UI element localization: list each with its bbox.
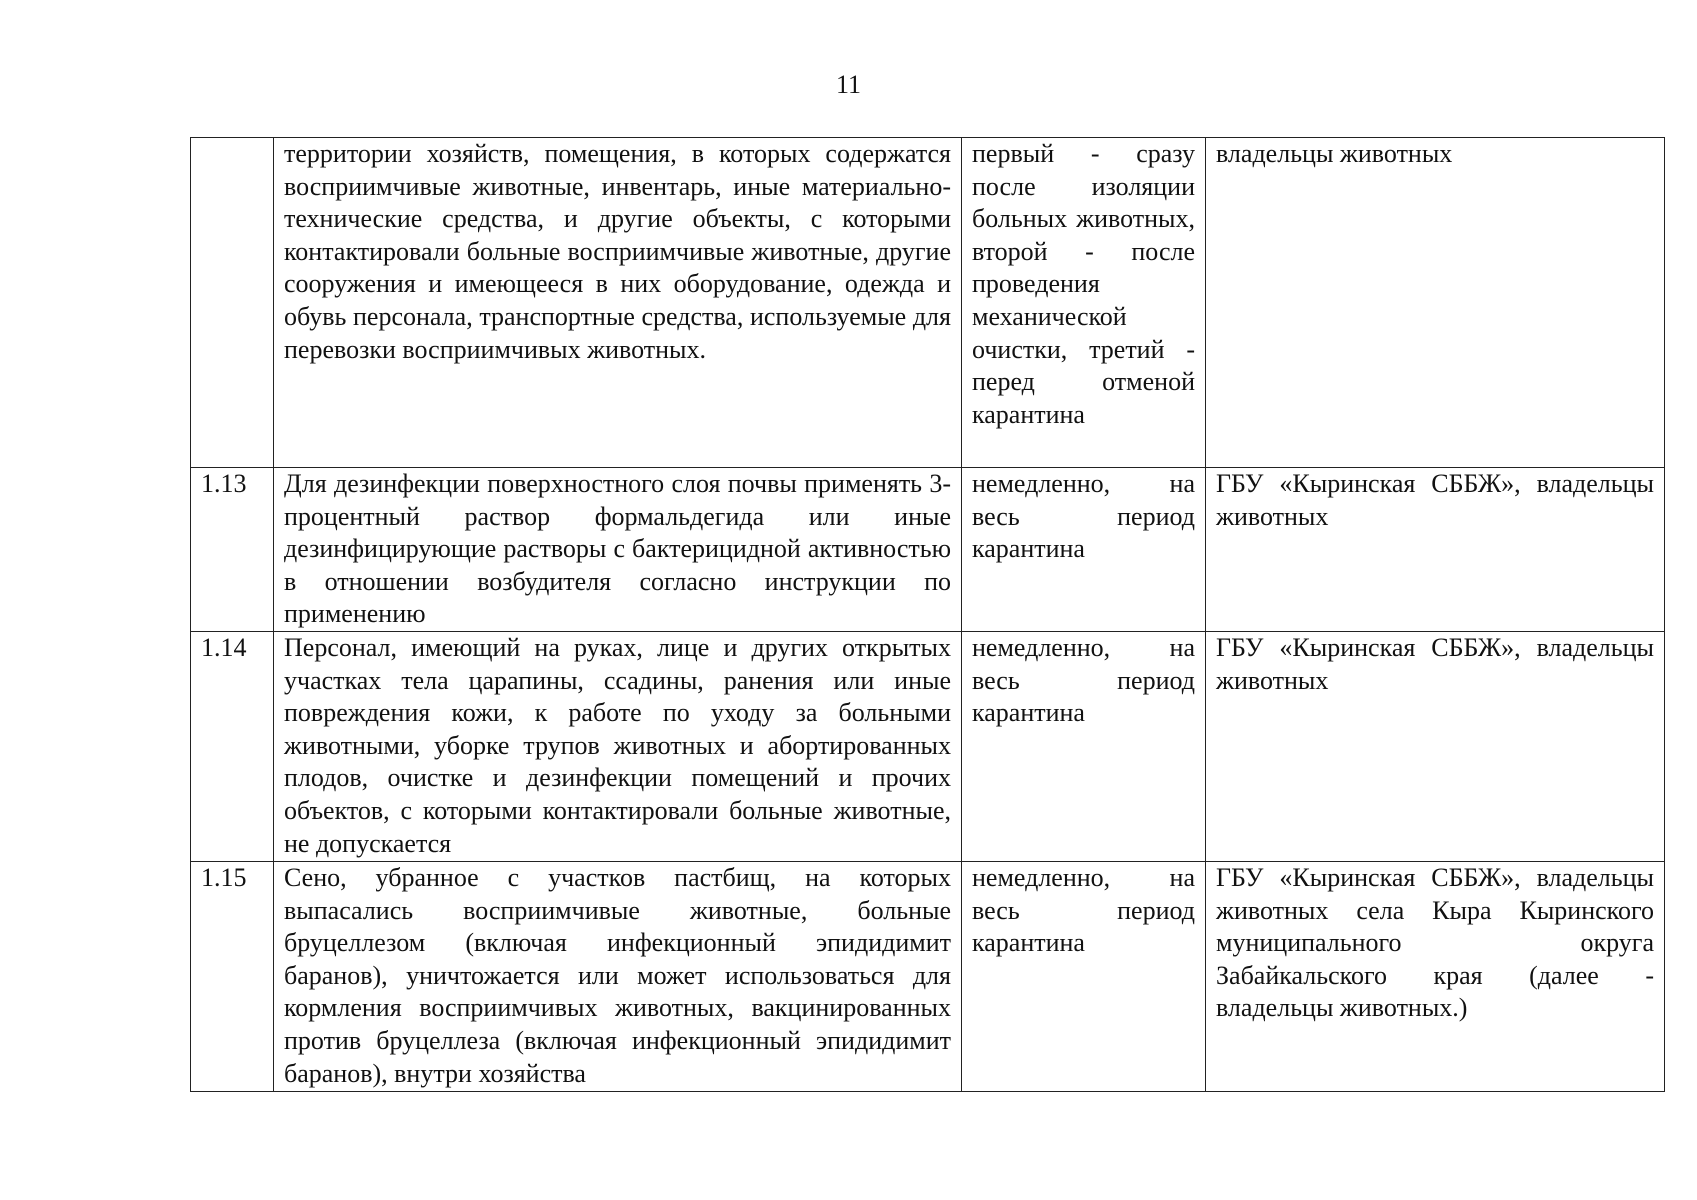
responsible-cell: ГБУ «Кыринская СББЖ», владельцы животных села Кыра Кыринского муниципального округа Забайкальского края (далее - владельцы животных.) (1206, 862, 1665, 1092)
responsible-cell: ГБУ «Кыринская СББЖ», владельцы животных (1206, 468, 1665, 632)
term-cell: первый - сразу после изоляции больных животных, второй - после проведения механической очистки, третий - перед отменой карантина (962, 138, 1206, 468)
table-row (191, 632, 1665, 862)
page-number: 11 (835, 70, 862, 99)
measure-cell: территории хозяйств, помещения, в которых содержатся восприимчивые животные, инвентарь, иные материально-технические средства, и другие объекты, с которыми контактировали больные восприимчивые животные, другие сооружения и имеющееся в них оборудование, одежда и обувь персонала, транспортные средства, используемые для перевозки восприимчивых животных. (274, 138, 962, 468)
term-cell: немедленно, на весь период карантина (962, 632, 1206, 862)
row-number-cell: 1.15 (191, 862, 274, 1092)
measures-table (190, 137, 1665, 1092)
responsible-cell: владельцы животных (1206, 138, 1665, 468)
measure-cell: Сено, убранное с участков пастбищ, на которых выпасались восприимчивые животные, больные бруцеллезом (включая инфекционный эпидидимит баранов), уничтожается или может использоваться для кормления восприимчивых животных, вакцинированных против бруцеллеза (включая инфекционный эпидидимит баранов), внутри хозяйства (274, 862, 962, 1092)
measure-cell: Персонал, имеющий на руках, лице и других открытых участках тела царапины, ссадины, ранения или иные повреждения кожи, к работе по уходу за больными животными, уборке трупов животных и абортированных плодов, очистке и дезинфекции помещений и прочих объектов, с которыми контактировали больные животные, не допускается (274, 632, 962, 862)
table-row (191, 468, 1665, 632)
measure-cell: Для дезинфекции поверхностного слоя почвы применять 3-процентный раствор формальдегида или иные дезинфицирующие растворы с бактерицидной активностью в отношении возбудителя согласно инструкции по применению (274, 468, 962, 632)
row-number-cell: 1.14 (191, 632, 274, 862)
table-row (191, 138, 1665, 468)
term-cell: немедленно, на весь период карантина (962, 862, 1206, 1092)
table-row (191, 862, 1665, 1092)
responsible-cell: ГБУ «Кыринская СББЖ», владельцы животных (1206, 632, 1665, 862)
row-number-cell: 1.13 (191, 468, 274, 632)
row-number-cell (191, 138, 274, 468)
term-cell: немедленно, на весь период карантина (962, 468, 1206, 632)
